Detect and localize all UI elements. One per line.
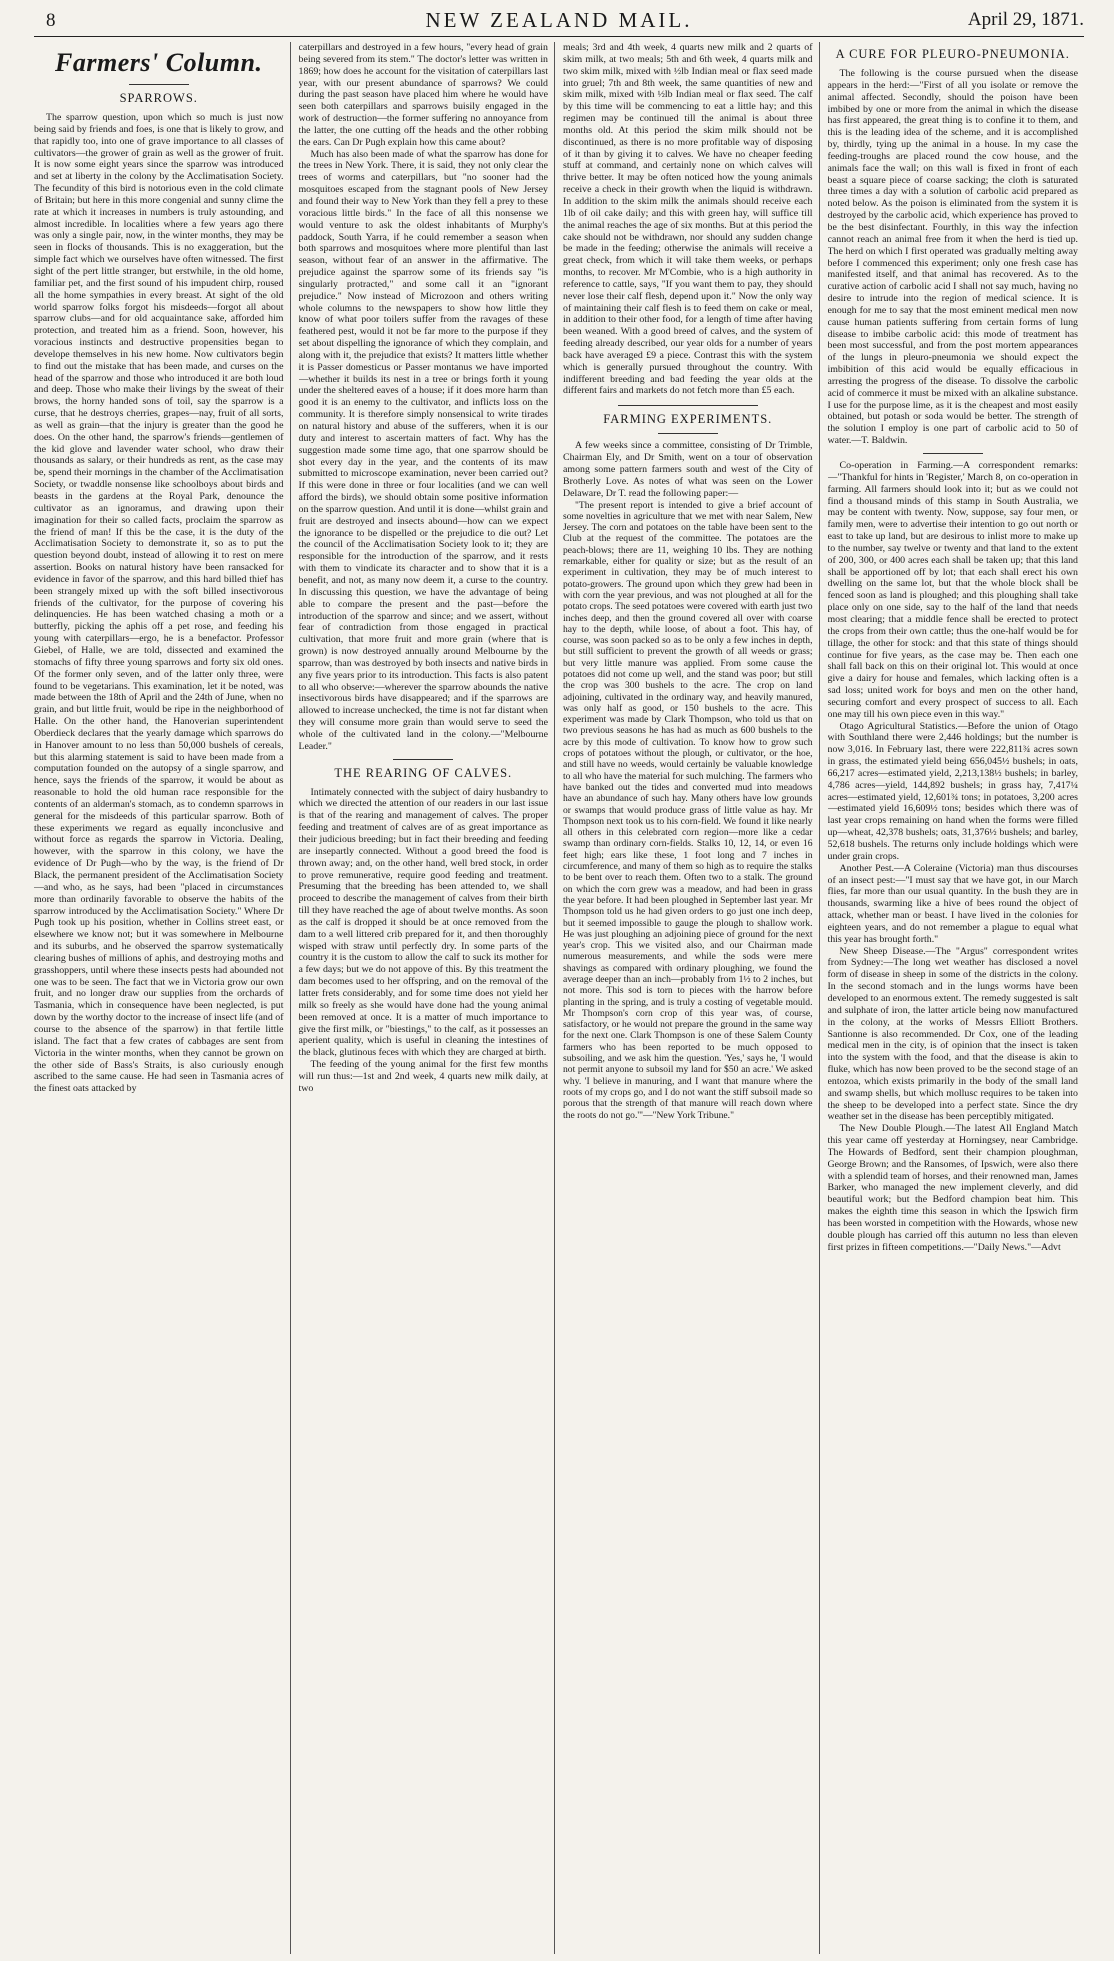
news-item: Otago Agricultural Statistics.—Before the union of Otago with Southland there were 2,446 holdings; but the number is now 3,016. In February last, there were 222,811¾ acres sown in grass, the estimated yield being 656,045½ bushels; in oats, 66,217 acres—estimated yield, 2,213,138½ bushels; in barley, 4,786 acres—yield, 144,892 bushels; in grass hay, 7,417¼ acres—estimated yield, 12,601¾ tons; in potatoes, 3,200 acres—estimated yield 16,609½ tons; besides which there was of last year crops remaining on hand when the forms were filled up—wheat, 42,378 bushels; oats, 31,376½ bushels; and barley, 52,618 bushels. The returns only include holdings which were under grain crops.: [827, 720, 1078, 862]
article-paragraph: Much has also been made of what the sparrow has done for the trees in New York. There, it is said, they not only clear the trees of worms and caterpillars, but "no sooner had the mosquitoes escaped from the stagnant pools of New Jersey and found their way to New York than they fell a prey to these voracious little birds." In the face of all this nonsense we would venture to ask the oldest inhabitants of Murphy's paddock, South Yarra, if he could remember a season when both sparrows and mosquitoes where more plentiful than last season, without fear of an answer in the affirmative. The prejudice against the sparrow some of its friends say "is singularly protracted," and some call it an "ignorant prejudice." Now instead of Microzoon and others writing whole columns to the newspapers to show how little they know of what poor toilers suffer from the ravages of these feathered pest, would it not be far more to the purpose if they set about dispelling the ignorance of which they complain, and along with it, the prejudice that exists? It matters little whether it is Passer domesticus or Passer montanus we have imported—whether it builds its nest in a tree or brings forth it young under the sheltered eaves of a house; if it does more harm than good it is an enemy to the cultivator, and inflicts loss on the community. It is therefore simply nonsensical to write tirades on natural history and abuse of the sufferers, when it is our duty and interest to ascertain matters of fact. Why has the suggestion made some time ago, that one sparrow should be shot every day in the year, and the contents of its maw submitted to microscope examination, never been carried out? If this were done in three or four localities (and we can well afford the birds), we should obtain some positive information on the sparrow question. And until it is done—whilst grain and fruit are destroyed and insects abound—how can we expect the ignorance to be dispelled or the prejudice to die out? Let the council of the Acclimatisation Society look to it; they are responsible for the introduction of the sparrow, and it rests with them to vindicate its character and to show that it is a benefit, and not, as many now deem it, a curse to the country. In discussing this question, we have the advantage of being able to compare the present and the past—before the introduction of the sparrow and since; and we assert, without fear of contradiction from those engaged in practical cultivation, that more fruit and more grain (where that is grown) is now destroyed annually around Melbourne by the sparrow, than was destroyed by both insects and native birds in any five years prior to its introduction. This facts is also patent to all who observe:—wherever the sparrow abounds the native insectivorous birds have disappeared; and if the sparrows are allowed to increase unchecked, the time is not far distant when they will consume more grain than would serve to seed the whole of the cultivated land in the colony.—"Melbourne Leader.": [298, 148, 548, 752]
article-title-sparrows: SPARROWS.: [119, 91, 198, 105]
divider: [393, 759, 453, 760]
article-title-experiments: FARMING EXPERIMENTS.: [603, 412, 773, 427]
news-item: Co-operation in Farming.—A correspondent remarks:—"Thankful for hints in 'Register,' March 8, on co-operation in farming. All farmers should look into it; but as we could not find a thousand minds of this stamp in South Australia, we may be content with twenty. Now, suppose, say four men, or family men, were to advertise their intention to go out north or east to take up land, but are desirous to inlist more to make up to the number, say twelve or twenty and that land to the extent of 200, 300, or 400 acres each shall be taken up; that this land shall be apportioned off by lot; that each shall erect his own dwelling on the same lot, but that the whole block shall be fenced soon as land is ploughed; and this ploughing shall take place only on one side, say to the half of the land that needs most clearing; that a middle fence shall be erected to protect the crops from their own cattle; thus the one-half would be for tillage, the other for stock: and that this state of things should continue for five years, as the case may be. Then each one shall fall back on this on their original lot. This would at once give a dairy for house and females, which lacking often is a sad loss; united work for boys and men on the other hand, securing comfort and every prospect of success to all. Each one may till his own piece even in this way.": [827, 460, 1078, 720]
article-paragraph: meals; 3rd and 4th week, 4 quarts new milk and 2 quarts of skim milk, at two meals; 5th and 6th week, 4 quarts milk and two skim milk, mixed with ½lb Indian meal or flax seed made into gruel; 7th and 8th week, the same quantities of new and skim milk, mixed with ½lb Indian meal or flax seed. The calf by this time will be commencing to eat a little hay; and this regimen may be continued till the animal is about three months old. At this period the skim milk should not be discontinued, as there is no more profitable way of disposing of it than by giving it to calves. We have no cheaper feeding stuff at command, and certainly none on which calves will thrive better. It may be often noticed how the young animals receive a check in their growth when the liquid is withdrawn. In addition to the skim milk the animals should receive each 1lb of oil cake daily; and this with green hay, will suffice till the animal reaches the age of six months. But at this period the cake should not be withdrawn, nor should any sudden change be made in the feeding; otherwise the animals will receive a great check, from which it will take them weeks, or perhaps months, to recover. Mr M'Combie, who is a high authority in reference to cattle, says, "If you want them to pay, they should never lose their calf flesh, depend upon it." Now the only way of maintaining their calf flesh is to feed them on cake or meal, in addition to their other food, for a length of time after having been weaned. With a good breed of calves, and the system of feeding already described, our year olds for a number of years back have averaged £9 a piece. Contrast this with the system which is generally pursued throughout the country. With indifferent breeding and bad feeding the year olds at the different fairs and markets do not fetch more than £5 each.: [563, 42, 813, 397]
section-title: Farmers' Column.: [55, 48, 263, 77]
article-paragraph: The sparrow question, upon which so much is just now being said by friends and foes, is one that is likely to grow, and that rapidly too, into one of grave importance to all classes of cultivators—the grower of grain as well as the grower of fruit. It is now some eight years since the sparrow was introduced and set at liberty in the colony by the Acclimatisation Society. The fecundity of this bird is notorious even in the cold climate of Britain; but here in this more congenial and sunny clime the rate at which it increases in numbers is truly astounding, and almost incredible. In localities where a few years ago there was only a single pair, now, in the winter months, they may be seen in flocks of thousands. This is no exaggeration, but the simple fact which we ourselves have often witnessed. The first sight of the pert little stranger, but erstwhile, in the old home, familiar pet, and the first sound of his impudent chirp, roused all the home sympathies in every breast. At sight of the old world sparrow folks forgot his misdeeds—forgot all about sparrow clubs—and for old acquaintance sake, afforded him protection, and treated him as a friend. Soon, however, his voracious instincts and destructive propensities began to develope themselves in his new home. Now cultivators begin to find out the mistake that has been made, and curses on the head of the sparrow and those who introduced it are both loud and deep. Those who make their livings by the sweat of their brows, the horny handed sons of toil, say the sparrow is a curse, that he destroys cherries, grapes—nay, fruit of all sorts, as well as grain—that the injury is greater than the good he does. On the other hand, the sparrow's friends—gentlemen of the kid glove and lavender water school, who draw their thousands as salary, or their hundreds as rent, as the case may be, spend their mornings in the chamber of the Acclimatisation Society, or twaddle nonsense like schoolboys about birds and beasts in the gardens at the Royal Park, denounce the cultivator as an ignoramus, and drawing upon their imagination for their so called facts, proclaim the sparrow as the friend of man! If this be the case, it is the duty of the Acclimatisation Society to demonstrate it, so as to put the question beyond doubt, instead of allowing it to rest on mere assertion. Books on natural history have been ransacked for evidence in favor of the sparrow, and this hard billed thief has been strangely mixed up with the soft billed insectivorous friends of the cultivator, for the purpose of covering his delinquencies. He has been watched chasing a moth or a butterfly, picking the aphis off a pet rose, and feeding his young with caterpillars—ergo, he is a benefactor. Professor Giebel, of Halle, we are told, dissected and examined the stomachs of fifty three young sparrows and forty six old ones. Of the former only seven, and of the latter only three, were found to be vegetarians. This examination, let it be noted, was made between the 18th of April and the 24th of June, when no grain, and but little fruit, would be ripe in the neighborhood of Halle. On the other hand, the Hanoverian superintendent Oberdieck declares that the yearly damage which sparrows do in Hanover amount to no less than 50,000 bushels of cereals, but this alarming statement is said to have been made from a computation founded on the autopsy of a single sparrow, and hence, says the friends of the sparrow, it would be about as reasonable to hold the old human race responsible for the contents of an alderman's stomach, as to condemn sparrows in general for the misdeeds of this particular sparrow. Both of these experiments we regard as equally inconclusive and without force as regards the sparrow in Victoria. Dealing, however, with the sparrow in this colony, we have the evidence of Dr Pugh—who by the way, is the friend of Dr Black, the permanent president of the Acclimatisation Society—and who, as he says, had been "placed in circumstances more than ordinarily favorable to observe the habits of the sparrow introduced by the Acclimatisation Society." Where Dr Pugh took up his position, whether in Collins street east, or elsewhere we know not; but it was somewhere in Melbourne and its suburbs, and he observed the sparrow systematically clearing bushes of millions of aphis, and destroying moths and grasshoppers, until where these insects pests had abounded not one was to be seen. The fact that we in Victoria grow our own fruit, and no longer draw our supplies from the orchards of Tasmania, which in consequence have been neglected, is put down by the worthy doctor to the increase of insect life (and of course to the absence of the sparrow) in that fertile little island. The fact that a few crates of cabbages are sent from Victoria in the winter months, when they cannot be grown on the other side of Bass's Straits, is also curiously enough ascribed to the same cause. He had seen in Tasmania acres of the finest oats attacked by: [34, 112, 284, 1095]
article-paragraph: The following is the course pursued when the disease appears in the herd:—"First of all you isolate or remove the animal affected. Secondly, should the poison have been imbibed by one or more from the animal in which the disease has first appeared, the great thing is to confine it to them, and this is the leading idea of the scheme, and it is accomplished by, thirdly, tying up the animal in a house. In my case the feeding-troughs are placed round the cow house, and the animals face the wall; on this wall is fixed in front of each beast a square piece of coarse sacking; the cloth is saturated three times a day with a solution of carbolic acid prepared as noted below. As the poison is eliminated from the system it is destroyed by the carbolic acid, which experience has proved to be the best disinfectant. Fourthly, in this way the infection cannot reach an animal free from it when the herd is tied up. The herd on which I first operated was gradually melting away before I commenced this experiment; only one fresh case has manifested itself, and that animal has recovered. As to the curative action of carbolic acid I shall not say much, having no desire to intrude into the region of medical science. It is enough for me to say that the most eminent medical men now cause human patients suffering from certain forms of lung disease to imbibe carbolic acid: this mode of treatment has been most successful, and from the post mortem appearances of the lungs in pleuro-pneumonia we should expect the imbibition of this acid would be equally efficacious in arresting the progress of the disease. To dissolve the carbolic acid of commerce it must be mixed with an alkaline substance. I use for the purpose lime, as it is the cheapest and most easily obtained, but potash or soda would be better. The strength of the solution I employ is one part of carbolic acid to 50 of water.—T. Baldwin.: [827, 68, 1078, 447]
column-3: [563, 42, 820, 1954]
article-paragraph: The feeding of the young animal for the first few months will run thus:—1st and 2nd week, 4 quarts new milk daily, at two: [298, 1059, 548, 1094]
divider: [129, 84, 189, 85]
columns: [34, 42, 1084, 1954]
column-4: [828, 42, 1085, 1954]
article-paragraph: "The present report is intended to give a brief account of some novelties in agriculture that we met with near Salem, New Jersey. The corn and potatoes on the table have been sent to the Club at the request of the committee. The potatoes are the peach-blows; there are 11, weighing 10 lbs. They are nothing remarkable, either for quality or size; but as the result of an experiment in cultivation, they may be of much interest to potato-growers. The ground upon which they grew had been in with corn the year previous, and was not ploughed at all for the potato crops. The seed potatoes were covered with earth just two inches deep, and then the ground covered all over with coarse hay to the depth, while loose, of about a foot. This hay, of course, was soon packed so as to be only a few inches in depth, but still sufficient to prevent the growth of all weeds or grass; but very little manure was applied. From some cause the potatoes did not come up well, and the stand was poor; but still the crop was 300 bushels to the acre. The crop on land adjoining, cultivated in the ordinary way, and heavily manured, was only half as good, or 150 bushels to the acre. This experiment was made by Clark Thompson, who told us that on two previous seasons he has had as much as 600 bushels to the acre by this mode of cultivation. To know how to grow such crops of potatoes without the plough, or cultivator, or the hoe, and still have no weeds, would certainly be valuable knowledge to all who have the material for such mulching. The farmers who have banked out the tides and converted mud into meadows have an abundance of such hay. Many others have low grounds or swamps that would produce grass of little value as hay. Mr Thompson next took us to his corn-field. We found it like nearly all others in this celebrated corn region—more like a cedar swamp than ordinary corn-fields. Stalks 10, 12, 14, or even 16 feet high; ears like these, 1 foot long and 7 inches in circumference, and many of them so high as to require the stalks to be bent over to reach them. Often two to a stalk. The ground on which the corn grew was a meadow, and had been in grass the year before. It had been ploughed in September last year. Mr Thompson told us he had given orders to go just one inch deep, but it seemed impossible to gauge the plough to shallow work. He was just ploughing an adjoining piece of ground for the next year's crop. This we visited also, and our Chairman made numerous measurements, and while the sods were mere shavings as compared with ordinary ploughing, we found the average deeper than an inch—probably from 1½ to 2 inches, but not more. This sod is torn to pieces with the harrow before planting in the spring, and is truly a costing of vegetable mould. Mr Thompson's corn crop of this year was, of course, satisfactory, or he would not prepare the ground in the same way for the next one. Clark Thompson is one of these Salem County farmers who has been reported to be much opposed to subsoiling, and we ask him the question. 'Yes,' says he, 'I would not permit anyone to subsoil my land for $50 an acre.' We asked why. 'I believe in manuring, and I want that manure where the roots of my crops go, and I do not want the stiff subsoil made so porous that the strength of that manure will reach down where the roots do not go.'"—"New York Tribune.": [563, 499, 813, 1121]
article-paragraph: A few weeks since a committee, consisting of Dr Trimble, Chairman Ely, and Dr Smith, went on a tour of observation among some pattern farmers south and west of the City of Brotherly Love. As notes of what was seen on the Lower Delaware, Dr T. read the following paper:—: [563, 440, 813, 499]
masthead: [30, 6, 1088, 34]
column-2: [299, 42, 556, 1954]
masthead-rule: [34, 36, 1084, 37]
news-item: Another Pest.—A Coleraine (Victoria) man thus discourses of an insect pest:—"I must say that we have got, in our March flies, far more than our usual quantity. In the bush they are in thousands, swarming like a hive of bees round the object of attack, whether man or beast. I have lived in the colonies for eighteen years, and do not remember a plague to equal what this year has brought forth.": [827, 862, 1078, 945]
news-item: New Sheep Disease.—The "Argus" correspondent writes from Sydney:—The long wet weather has disclosed a novel form of disease in sheep in some of the districts in the colony. In the second stomach and in the lungs worms have been developed to an enormous extent. The remedy suggested is salt and sulphate of iron, the latter article being now manufactured in the colony, at the works of Messrs Elliott Brothers. Santionne is also recommended. Dr Cox, one of the leading medical men in the city, is of opinion that the insect is taken into the system with the food, and that the disease is akin to fluke, which has now been proved to be the second stage of an entozoa, which exists primarily in the body of the small land and swamp shells, but which mollusc requires to be taken into the sheep to be developed into a perfect state. Since the dry weather set in the disease has been perceptibly mitigated.: [827, 945, 1078, 1123]
column-1: [34, 42, 291, 1954]
article-paragraph: caterpillars and destroyed in a few hours, "every head of grain being severed from its stem." The doctor's letter was written in 1869; how does he account for the visitation of caterpillars last year, with our present abundance of sparrows? We could during the past season have placed him where he would have seen both caterpillars and sparrows buisily engaged in the work of destruction—the former suffering no annoyance from the latter, the one cutting off the heads and the other robbing the ears. Can Dr Pugh explain how this came about?: [298, 42, 548, 148]
page-number: 8: [46, 10, 56, 31]
paper-title: NEW ZEALAND MAIL.: [425, 8, 693, 32]
issue-date: April 29, 1871.: [967, 9, 1084, 30]
news-item: The New Double Plough.—The latest All England Match this year came off yesterday at Horningsey, near Cambridge. The Howards of Bedford, sent their champion ploughman, George Brown; and the Ransomes, of Ipswich, were also there with a splendid team of horses, and their renowned man, James Barker, who managed the new implement cleverly, and did beautiful work; but the Bedford champion beat him. This makes the eighth time this season in which the Ipswich firm has been worsted in competition with the Howards, whose new double plough has carried off this autumn no less than eleven first prizes in fifteen competitions.—"Daily News."—Advt: [827, 1123, 1078, 1253]
article-title-calves: THE REARING OF CALVES.: [334, 765, 513, 780]
divider: [923, 453, 983, 454]
divider: [658, 433, 718, 434]
divider: [618, 405, 758, 406]
article-title-pleuro: A CURE FOR PLEURO-PNEUMONIA.: [835, 47, 1070, 61]
article-paragraph: Intimately connected with the subject of dairy husbandry to which we directed the attention of our readers in our last issue is that of the rearing and management of calves. The proper feeding and treatment of calves are of as great importance as their judicious breeding; but in fact their breeding and feeding are insepartly connected. Without a good breed the food is thrown away; and, on the other hand, well bred stock, in order to prove remunerative, require good feeding and treatment. Presuming that the breeding has been attended to, we shall proceed to describe the management of calves from their birth till they have reached the age of about twelve months. As soon as the calf is dropped it should be at once removed from the dam to a well littered crib prepared for it, and then thoroughly wisped with straw until perfectly dry. In some parts of the country it is the custom to allow the calf to suck its mother for a few days; but we do not appove of this. By this treatment the dam becomes used to her offspring, and on the removal of the latter frets considerably, and for some time does not yield her milk so freely as she would have done had the young animal been removed at once. It is a matter of much importance to give the first milk, or "biestings," to the calf, as it possesses an aperient quality, which is useful in cleaning the intestines of the black, glutinous feces with which they are charged at birth.: [298, 786, 548, 1059]
